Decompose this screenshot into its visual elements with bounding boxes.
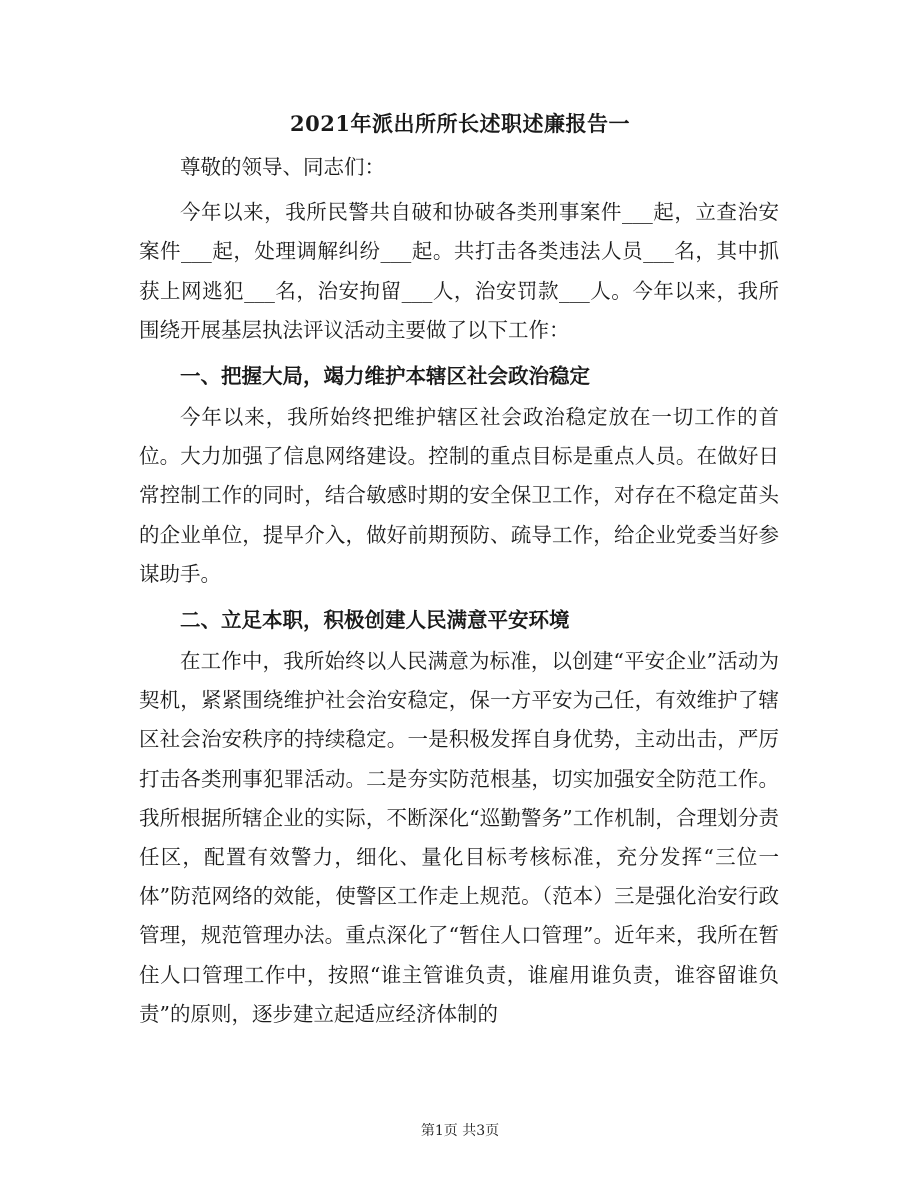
intro-paragraph: 今年以来，我所民警共自破和协破各类刑事案件___起，立查治安案件___起，处理调解纠纷___起。共打击各类违法人员___名，其中抓获上网逃犯___名，治安拘留___人，治安罚款___人。今年以来，我所围绕开展基层执法评议活动主要做了以下工作： [139, 200, 779, 342]
section-heading-2: 二、立足本职，积极创建人民满意平安环境 [180, 608, 570, 633]
page-indicator: 第1页 共3页 [420, 1123, 500, 1139]
section-heading-1: 一、把握大局，竭力维护本辖区社会政治稳定 [180, 364, 590, 389]
salutation: 尊敬的领导、同志们： [180, 155, 385, 179]
document-body [139, 148, 779, 1038]
section-body-2: 在工作中，我所始终以人民满意为标准，以创建“平安企业”活动为契机，紧紧围绕维护社会治安稳定，保一方平安为己任，有效维护了辖区社会治安秩序的持续稳定。一是积极发挥自身优势，主动出击，严厉打击各类刑事犯罪活动。二是夯实防范根基，切实加强安全防范工作。我所根据所辖企业的实际，不断深化“巡勤警务”工作机制，合理划分责任区，配置有效警力，细化、量化目标考核标准，充分发挥“三位一体”防范网络的效能，使警区工作走上规范。（范本）三是强化治安行政管理，规范管理办法。重点深化了“暂住人口管理”。近年来，我所在暂住人口管理工作中，按照“谁主管谁负责，谁雇用谁负责，谁容留谁负责”的原则，逐步建立起适应经济体制的 [139, 649, 779, 1026]
section-body-1: 今年以来，我所始终把维护辖区社会政治稳定放在一切工作的首位。大力加强了信息网络建设。控制的重点目标是重点人员。在做好日常控制工作的同时，结合敏感时期的安全保卫工作，对存在不稳定苗头的企业单位，提早介入，做好前期预防、疏导工作，给企业党委当好参谋助手。 [139, 405, 779, 586]
document-title: 2021年派出所所长述职述廉报告一 [290, 111, 630, 136]
